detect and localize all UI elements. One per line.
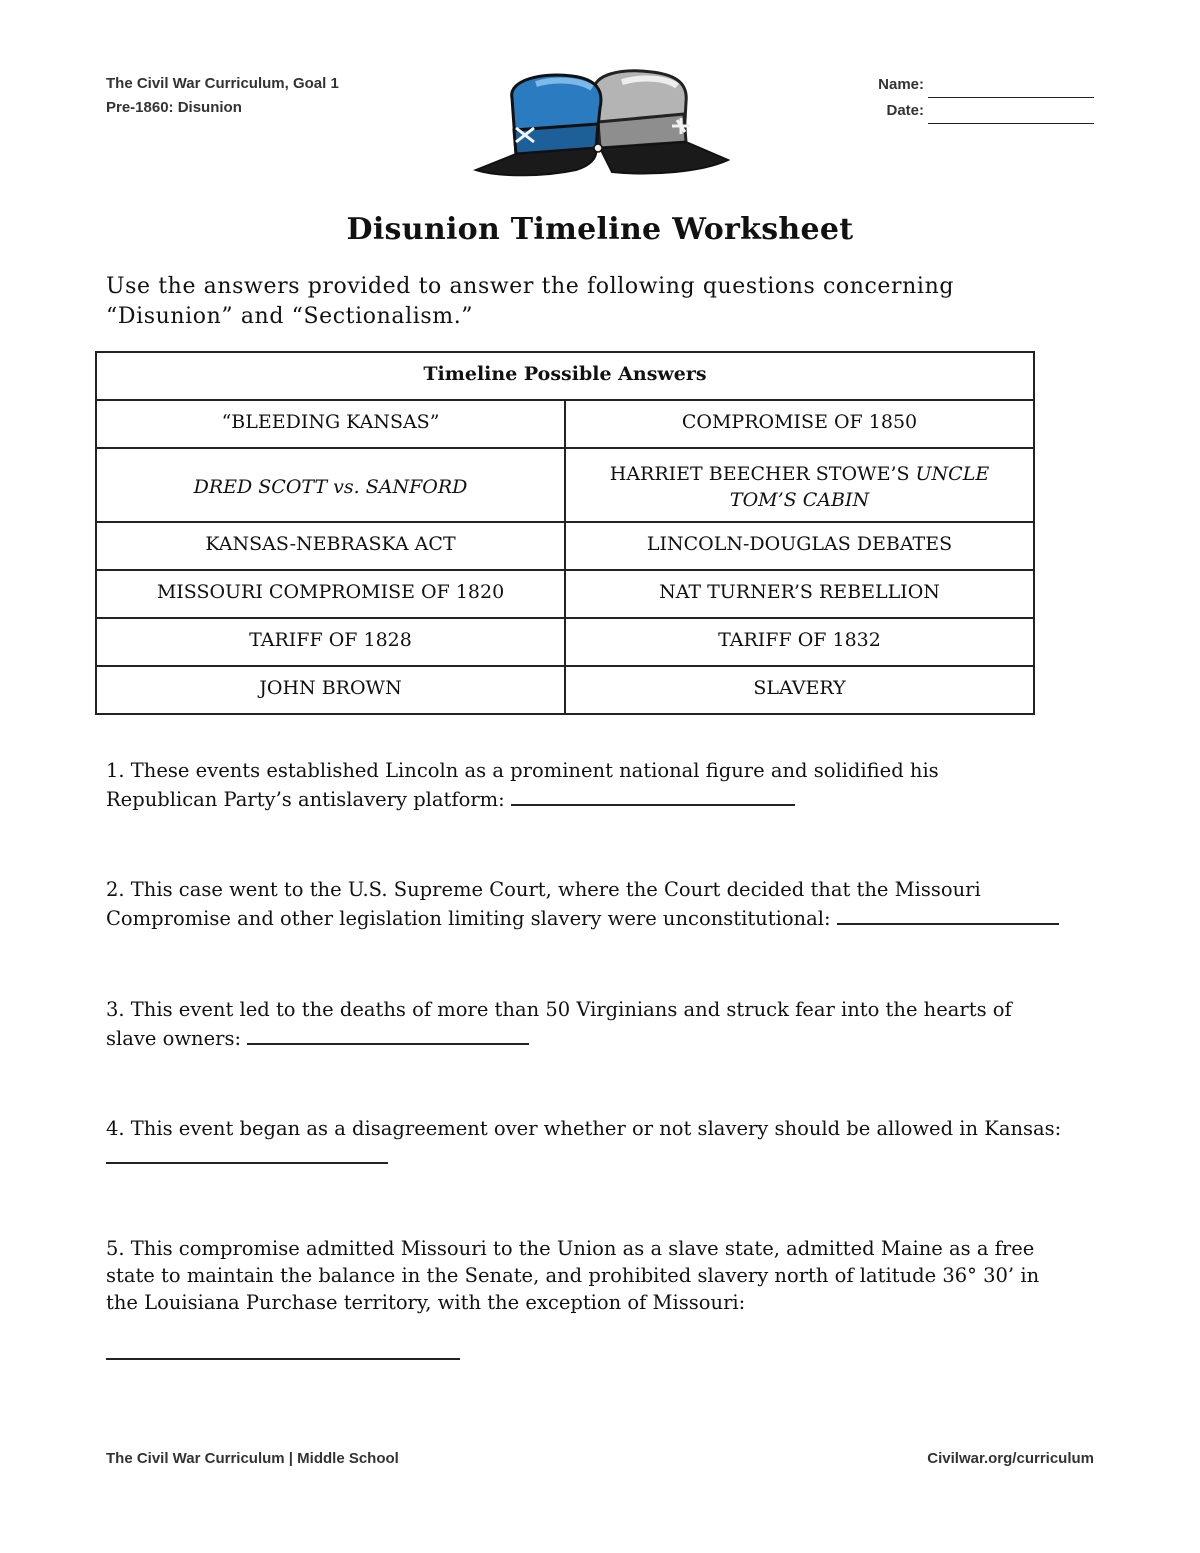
name-row (860, 72, 1094, 98)
question-1 (106, 757, 1106, 813)
footer-left: The Civil War Curriculum | Middle School (106, 1450, 399, 1467)
date-row (860, 98, 1094, 124)
name-date-fields (860, 72, 1094, 124)
question-text: 2. This case went to the U.S. Supreme Court, where the Court decided that the Missouri (106, 878, 981, 901)
answer-cell: COMPROMISE OF 1850 (565, 400, 1034, 448)
answer-bank-table (95, 351, 1035, 715)
table-heading: Timeline Possible Answers (96, 352, 1034, 400)
question-text: the Louisiana Purchase territory, with the exception of Missouri: (106, 1291, 746, 1314)
table-row (96, 570, 1034, 618)
answer-text-italic: UNCLE (915, 463, 990, 485)
table-row (96, 618, 1034, 666)
confederate-kepi-icon (594, 71, 728, 174)
question-text: 1. These events established Lincoln as a prominent national figure and solidified his (106, 759, 939, 782)
name-blank[interactable] (928, 79, 1094, 98)
answer-cell: “BLEEDING KANSAS” (96, 400, 565, 448)
answer-blank[interactable] (106, 1142, 388, 1164)
question-text: Republican Party’s antislavery platform: (106, 788, 505, 811)
header-info (106, 72, 339, 120)
answer-text: HARRIET BEECHER STOWE’S (609, 463, 916, 485)
footer-url[interactable]: Civilwar.org/curriculum (927, 1450, 1094, 1467)
answer-cell: TARIFF OF 1832 (565, 618, 1034, 666)
answer-cell: KANSAS-NEBRASKA ACT (96, 522, 565, 570)
question-text: 5. This compromise admitted Missouri to the Union as a slave state, admitted Maine as a free (106, 1237, 1035, 1260)
question-text: state to maintain the balance in the Senate, and prohibited slavery north of latitude 36° 30’ in (106, 1264, 1040, 1287)
curriculum-line: The Civil War Curriculum, Goal 1 (106, 75, 339, 92)
answer-cell: JOHN BROWN (96, 666, 565, 714)
table-row (96, 400, 1034, 448)
kepi-hats-icon (472, 62, 732, 182)
instructions (106, 272, 1006, 332)
question-5 (106, 1235, 1106, 1367)
answer-cell: SLAVERY (565, 666, 1034, 714)
answer-blank[interactable] (511, 784, 795, 806)
table-row (96, 448, 1034, 522)
question-2 (106, 876, 1106, 932)
question-3 (106, 996, 1106, 1052)
answer-cell (565, 448, 1034, 522)
question-text: 4. This event began as a disagreement over whether or not slavery should be allowed in Kansas: (106, 1117, 1062, 1140)
instructions-line-1: Use the answers provided to answer the following questions concerning (106, 274, 955, 299)
answer-cell: TARIFF OF 1828 (96, 618, 565, 666)
union-kepi-icon (476, 75, 602, 175)
question-4 (106, 1115, 1106, 1171)
answer-cell: LINCOLN-DOUGLAS DEBATES (565, 522, 1034, 570)
table-row (96, 666, 1034, 714)
answer-cell: MISSOURI COMPROMISE OF 1820 (96, 570, 565, 618)
answer-text-italic: TOM’S CABIN (729, 489, 870, 511)
answer-cell: NAT TURNER’S REBELLION (565, 570, 1034, 618)
question-text: slave owners: (106, 1027, 242, 1050)
answer-cell: DRED SCOTT vs. SANFORD (96, 448, 565, 522)
answer-blank[interactable] (247, 1023, 529, 1045)
question-text: Compromise and other legislation limiting slavery were unconstitutional: (106, 907, 831, 930)
date-blank[interactable] (928, 105, 1094, 124)
page-title: Disunion Timeline Worksheet (346, 212, 854, 247)
table-header-row (96, 352, 1034, 400)
date-label: Date: (886, 102, 924, 119)
instructions-line-2: “Disunion” and “Sectionalism.” (106, 304, 474, 329)
table-row (96, 522, 1034, 570)
name-label: Name: (878, 76, 924, 93)
answer-blank[interactable] (106, 1338, 460, 1360)
answer-blank[interactable] (837, 903, 1059, 925)
question-text: 3. This event led to the deaths of more than 50 Virginians and struck fear into the hearts of (106, 998, 1012, 1021)
unit-line: Pre-1860: Disunion (106, 99, 242, 116)
